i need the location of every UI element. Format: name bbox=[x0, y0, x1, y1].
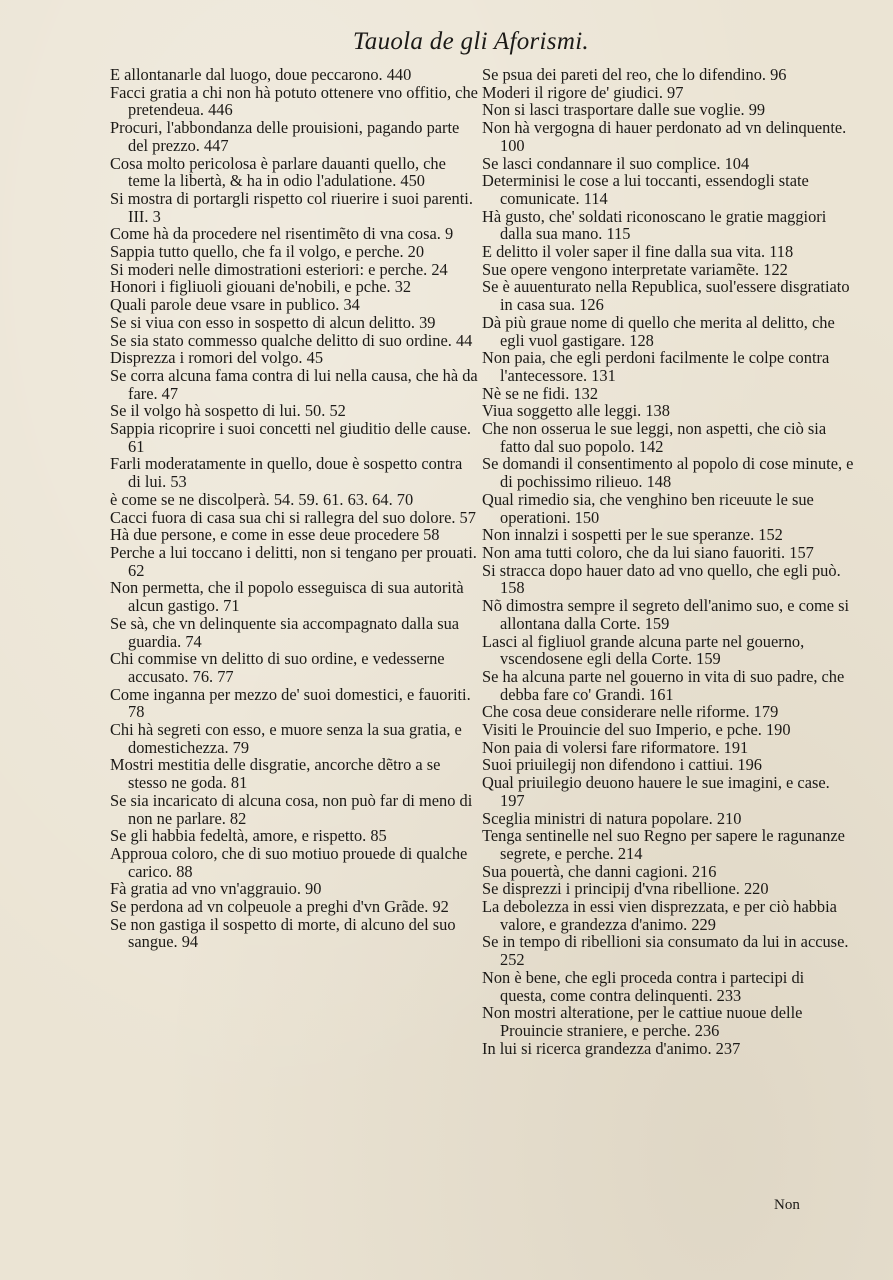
index-entry: Se psua dei pareti del reo, che lo difendino. 96 bbox=[482, 65, 787, 84]
index-entry: Che cosa deue considerare nelle riforme. 179 bbox=[482, 702, 779, 722]
index-entry: Honori i figliuoli giouani de'nobili, e pche. 32 bbox=[110, 277, 412, 297]
index-entry: Moderi il rigore de' giudici. 97 bbox=[482, 82, 684, 102]
index-entry: Se è auuenturato nella Republica, suol'essere disgratiato in casa sua. 126 bbox=[482, 277, 850, 315]
index-entry: Si stracca dopo hauer dato ad vno quello, che egli può. 158 bbox=[482, 560, 841, 598]
index-entry: Se sia stato commesso qualche delitto di suo ordine. 44 bbox=[110, 330, 473, 350]
running-title: Tauola de gli Aforismi. bbox=[352, 28, 589, 55]
index-entry: Non è bene, che egli proceda contra i partecipi di questa, come contra delinquenti. 233 bbox=[482, 967, 805, 1005]
index-entry: Se corra alcuna fama contra di lui nella causa, che hà da fare. 47 bbox=[110, 365, 478, 403]
index-entry: Sua pouertà, che danni cagioni. 216 bbox=[482, 861, 717, 881]
index-entry: Come hà da procedere nel risentimẽto di vna cosa. 9 bbox=[110, 224, 454, 244]
index-entry: Sappia tutto quello, che fa il volgo, e perche. 20 bbox=[110, 242, 425, 262]
index-entry: Cosa molto pericolosa è parlare dauanti quello, che teme la libertà, & ha in odio l'adulatione. 450 bbox=[110, 153, 446, 191]
catchword: Non bbox=[774, 1197, 800, 1213]
index-entry: Viua soggetto alle leggi. 138 bbox=[482, 401, 670, 421]
index-entry: Mostri mestitia delle disgratie, ancorche dẽtro a se stesso ne goda. 81 bbox=[110, 755, 441, 793]
index-entry: Si moderi nelle dimostrationi esteriori: e perche. 24 bbox=[110, 259, 448, 279]
index-entry: Se gli habbia fedeltà, amore, e rispetto. 85 bbox=[110, 826, 387, 846]
index-entry: Non si lasci trasportare dalle sue voglie. 99 bbox=[482, 100, 766, 120]
index-entry: Se il volgo hà sospetto di lui. 50. 52 bbox=[110, 401, 346, 421]
index-entry: Non ama tutti coloro, che da lui siano fauoriti. 157 bbox=[482, 542, 814, 562]
index-entry: Se non gastiga il sospetto di morte, di alcuno del suo sangue. 94 bbox=[110, 914, 456, 952]
index-entry: Tenga sentinelle nel suo Regno per sapere le ragunanze segrete, e perche. 214 bbox=[482, 826, 845, 863]
right-index-column bbox=[482, 66, 854, 1057]
index-entry: Sue opere vengono interpretate variamẽte. 122 bbox=[482, 259, 788, 279]
index-entry: Come inganna per mezzo de' suoi domestici, e fauoriti. 78 bbox=[110, 684, 471, 722]
index-entry: Nõ dimostra sempre il segreto dell'animo suo, e come si allontana dalla Corte. 159 bbox=[482, 596, 850, 633]
index-entry: Perche a lui toccano i delitti, non si tengano per prouati. 62 bbox=[110, 542, 477, 580]
index-entry: Determinisi le cose a lui toccanti, essendogli state comunicate. 114 bbox=[482, 171, 809, 208]
index-entry: Se si viua con esso in sospetto di alcun delitto. 39 bbox=[110, 312, 436, 332]
index-entry: Farli moderatamente in quello, doue è sospetto contra di lui. 53 bbox=[110, 454, 463, 492]
left-index-column bbox=[110, 66, 478, 951]
index-entry: Chi commise vn delitto di suo ordine, e vedesserne accusato. 76. 77 bbox=[110, 649, 445, 686]
index-entry: Che non osserua le sue leggi, non aspetti, che ciò sia fatto dal suo popolo. 142 bbox=[482, 419, 827, 456]
index-entry: Non mostri alteratione, per le cattiue nuoue delle Prouincie straniere, e perche. 236 bbox=[482, 1003, 803, 1040]
index-entry: Nè se ne fidi. 132 bbox=[482, 383, 599, 403]
index-entry: Sceglia ministri di natura popolare. 210 bbox=[482, 808, 742, 828]
index-entry: Facci gratia a chi non hà potuto ottenere vno offitio, che pretendeua. 446 bbox=[110, 82, 478, 120]
index-entry: Se sia incaricato di alcuna cosa, non può far di meno di non ne parlare. 82 bbox=[110, 790, 473, 828]
index-entry: Si mostra di portargli rispetto col riuerire i suoi parenti. III. 3 bbox=[110, 188, 473, 226]
index-entry: Chi hà segreti con esso, e muore senza la sua gratia, e domestichezza. 79 bbox=[110, 720, 462, 757]
index-entry: Approua coloro, che di suo motiuo prouede di qualche carico. 88 bbox=[110, 843, 468, 881]
index-entry: Se lasci condannare il suo complice. 104 bbox=[482, 153, 750, 173]
index-entry: Sappia ricoprire i suoi concetti nel giuditio delle cause. 61 bbox=[110, 419, 471, 456]
index-entry: Disprezza i romori del volgo. 45 bbox=[110, 348, 324, 368]
index-entry: Fà gratia ad vno vn'aggrauio. 90 bbox=[110, 879, 322, 899]
index-entry: Se perdona ad vn colpeuole a preghi d'vn Grãde. 92 bbox=[110, 897, 449, 917]
index-entry: Visiti le Prouincie del suo Imperio, e pche. 190 bbox=[482, 720, 791, 740]
index-entry: Se sà, che vn delinquente sia accompagnato dalla sua guardia. 74 bbox=[110, 613, 460, 651]
index-entry: è come se ne discolperà. 54. 59. 61. 63. 64. 70 bbox=[110, 489, 414, 509]
index-entry: E delitto il voler saper il fine dalla sua vita. 118 bbox=[482, 242, 794, 262]
index-entry: Cacci fuora di casa sua chi si rallegra del suo dolore. 57 bbox=[110, 507, 476, 527]
index-entry: Hà due persone, e come in esse deue procedere 58 bbox=[110, 525, 440, 545]
index-entry: Non hà vergogna di hauer perdonato ad vn delinquente. 100 bbox=[482, 118, 847, 155]
index-entry: Non paia, che egli perdoni facilmente le colpe contra l'antecessore. 131 bbox=[482, 348, 830, 385]
index-entry: La debolezza in essi vien disprezzata, e per ciò habbia valore, e grandezza d'animo. 229 bbox=[482, 897, 837, 934]
index-entry: Qual rimedio sia, che venghino ben riceuute le sue operationi. 150 bbox=[482, 489, 814, 527]
index-entry: Suoi priuilegij non difendono i cattiui. 196 bbox=[482, 755, 762, 775]
index-entry: Se disprezzi i principij d'vna ribellione. 220 bbox=[482, 879, 769, 899]
index-entry: In lui si ricerca grandezza d'animo. 237 bbox=[482, 1038, 741, 1058]
index-entry: Se ha alcuna parte nel gouerno in vita di suo padre, che debba fare co' Grandi. 161 bbox=[482, 666, 845, 704]
index-entry: Non paia di volersi fare riformatore. 191 bbox=[482, 737, 749, 757]
index-entry: Lasci al figliuol grande alcuna parte nel gouerno, vscendosene egli della Corte. 159 bbox=[482, 631, 805, 669]
index-entry: Non innalzi i sospetti per le sue speranze. 152 bbox=[482, 525, 783, 545]
index-entry: Hà gusto, che' soldati riconoscano le gratie maggiori dalla sua mano. 115 bbox=[482, 206, 827, 244]
index-entry: Dà più graue nome di quello che merita al delitto, che egli vuol gastigare. 128 bbox=[482, 312, 835, 350]
index-entry: Qual priuilegio deuono hauere le sue imagini, e case. 197 bbox=[482, 773, 830, 810]
index-entry: Se domandi il consentimento al popolo di cose minute, e di pochissimo rilieuo. 148 bbox=[482, 454, 854, 492]
index-entry: Se in tempo di ribellioni sia consumato da lui in accuse. 252 bbox=[482, 932, 849, 970]
index-entry: Procuri, l'abbondanza delle prouisioni, pagando parte del prezzo. 447 bbox=[110, 118, 460, 155]
index-entry: Quali parole deue vsare in publico. 34 bbox=[110, 295, 360, 315]
index-entry: Non permetta, che il popolo esseguisca di sua autorità alcun gastigo. 71 bbox=[110, 578, 464, 616]
index-entry: E allontanarle dal luogo, doue peccarono. 440 bbox=[110, 65, 412, 84]
